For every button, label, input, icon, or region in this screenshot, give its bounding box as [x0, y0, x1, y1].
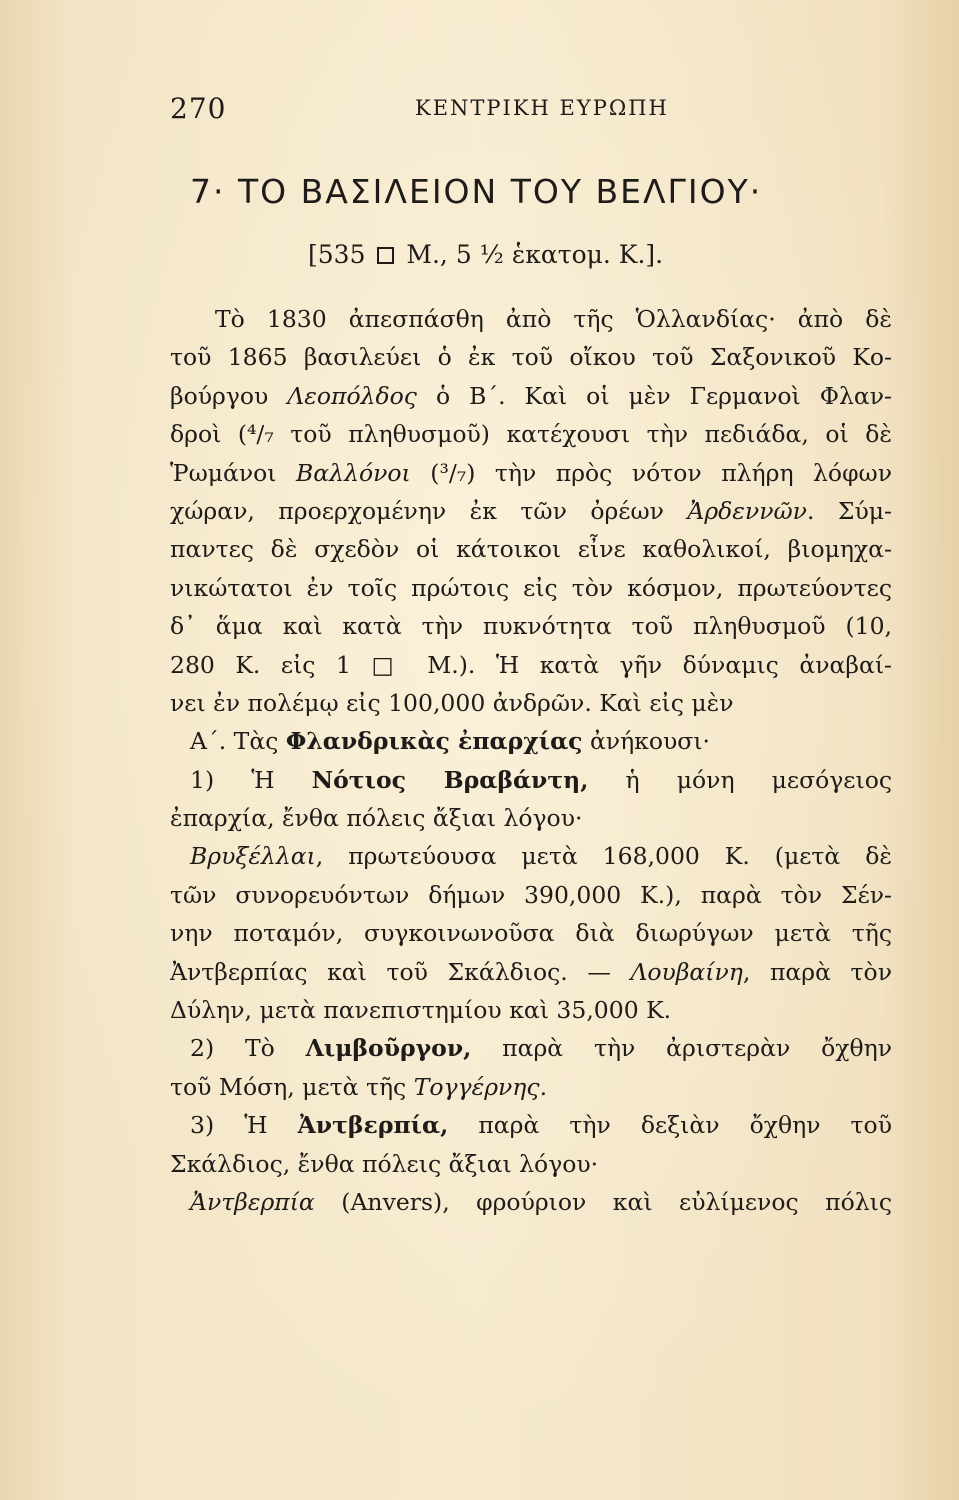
page-header — [170, 92, 892, 132]
text-segment: παρὰ τὴν δεξιὰν ὄχθην τοῦ — [448, 1111, 892, 1140]
bold-heading-text: Ἀντβερπία, — [297, 1111, 449, 1140]
text-segment: τοῦ 1865 βασιλεύει ὁ ἐκ τοῦ οἴκου τοῦ Σαξονικοῦ Κο- — [170, 343, 892, 372]
text-line — [170, 799, 892, 837]
text-segment: 2) Τὸ — [190, 1034, 306, 1063]
text-segment: ἀνήκουσι· — [582, 727, 711, 756]
running-head: ΚΕΝΤΡΙΚΗ ΕΥΡΩΠΗ — [415, 96, 669, 120]
text-segment: τοῦ Μόση, μετὰ τῆς — [170, 1072, 414, 1101]
text-segment: Τὸ 1830 ἀπεσπάσθη ἀπὸ τῆς Ὁλλανδίας· ἀπὸ δὲ — [215, 305, 892, 333]
text-segment: Σκάλδιος, ἔνθα πόλεις ἄξιαι λόγου· — [170, 1149, 599, 1178]
square-symbol-icon — [377, 247, 394, 264]
text-line — [170, 991, 892, 1029]
text-line — [170, 377, 892, 415]
italic-place-name: Βαλλόνοι — [296, 458, 411, 487]
text-segment: βούργου — [170, 381, 288, 410]
italic-place-name: Βρυξέλλαι — [190, 842, 316, 871]
text-line — [170, 1106, 892, 1144]
text-segment: (Anvers), φρούριον καὶ εὐλίμενος πόλις — [314, 1187, 892, 1216]
text-segment: 1) Ἡ — [190, 765, 312, 794]
text-line — [170, 876, 892, 914]
text-segment: παντες δὲ σχεδὸν οἱ κάτοικοι εἶνε καθολικοί, βιομηχα- — [170, 535, 892, 564]
text-line — [170, 492, 892, 530]
text-line — [170, 530, 892, 568]
text-line — [170, 300, 892, 338]
text-segment: νην ποταμόν, συγκοινωνοῦσα διὰ διωρύγων μετὰ τῆς — [170, 919, 892, 948]
text-line — [170, 837, 892, 875]
chapter-subtitle — [308, 240, 663, 269]
text-line — [170, 722, 892, 760]
text-line — [170, 1183, 892, 1221]
text-segment: (³/₇) τὴν πρὸς νότον πλήρη λόφων — [410, 458, 892, 487]
text-line — [170, 953, 892, 991]
text-segment: νει ἐν πολέμῳ εἰς 100,000 ἀνδρῶν. Καὶ εἰς μὲν — [170, 688, 734, 717]
text-segment: παρὰ τὴν ἀριστερὰν ὄχθην — [471, 1034, 892, 1063]
italic-place-name: Λεοπόλδος — [287, 381, 417, 410]
text-line — [170, 1145, 892, 1183]
text-line — [170, 569, 892, 607]
italic-place-name: Τογγέρνης — [413, 1072, 540, 1101]
text-segment: , παρὰ τὸν — [742, 957, 892, 986]
text-line — [170, 415, 892, 453]
text-segment: τῶν συνορευόντων δήμων 390,000 Κ.), παρὰ τὸν Σέν- — [170, 880, 892, 909]
bold-heading-text: Νότιος Βραβάντη, — [311, 765, 589, 794]
text-line — [170, 454, 892, 492]
text-line — [170, 684, 892, 722]
text-line — [170, 646, 892, 684]
bold-heading-text: Λιμβοῦργον, — [305, 1034, 472, 1063]
text-segment: Α΄. Τὰς — [190, 727, 286, 756]
text-segment: νικώτατοι ἐν τοῖς πρώτοις εἰς τὸν κόσμον, πρωτεύοντες — [170, 573, 892, 602]
text-segment: ὁ Β΄. Καὶ οἱ μὲν Γερμανοὶ Φλαν- — [416, 381, 892, 410]
bold-heading-text: Φλανδρικὰς ἐπαρχίας — [285, 727, 583, 756]
text-segment: ἡ μόνη μεσόγειος — [588, 765, 892, 794]
page-number: 270 — [170, 92, 227, 125]
text-line — [170, 1068, 892, 1106]
text-segment: δροὶ (⁴/₇ τοῦ πληθυσμοῦ) κατέχουσι τὴν πεδιάδα, οἱ δὲ — [170, 420, 892, 449]
subtitle-population: M., 5 ½ ἑκατομ. K.]. — [406, 240, 664, 269]
text-segment: 280 Κ. εἰς 1 □ Μ.). Ἡ κατὰ γῆν δύναμις ἀναβαί- — [170, 650, 892, 679]
text-segment: δ᾽ ἅμα καὶ κατὰ τὴν πυκνότητα τοῦ πληθυσμοῦ (10, — [170, 612, 892, 641]
italic-place-name: Λουβαίνη — [630, 957, 743, 986]
italic-place-name: Ἀρδεννῶν — [687, 496, 807, 525]
text-line — [170, 761, 892, 799]
italic-place-name: Ἀντβερπία — [190, 1187, 315, 1216]
text-segment: Ἀντβερπίας καὶ τοῦ Σκάλδιος. — — [170, 957, 631, 986]
text-line — [170, 1029, 892, 1067]
chapter-title: 7· ΤΟ ΒΑΣΙΛΕΙΟΝ ΤΟΥ ΒΕΛΓΙΟΥ· — [190, 172, 763, 211]
text-line — [170, 607, 892, 645]
text-segment: ἐπαρχία, ἔνθα πόλεις ἄξιαι λόγου· — [170, 804, 583, 833]
text-segment: , πρωτεύουσα μετὰ 168,000 Κ. (μετὰ δὲ — [315, 842, 892, 871]
text-line — [170, 914, 892, 952]
text-line — [170, 338, 892, 376]
text-segment: χώραν, προερχομένην ἐκ τῶν ὀρέων — [170, 496, 688, 525]
text-segment: Δύλην, μετὰ πανεπιστημίου καὶ 35,000 Κ. — [170, 996, 672, 1025]
text-segment: . — [539, 1072, 548, 1101]
text-segment: . Σύμ- — [806, 496, 892, 525]
text-segment: 3) Ἡ — [190, 1111, 298, 1140]
text-segment: Ῥωμάνοι — [170, 458, 297, 487]
body-text — [170, 300, 892, 1221]
subtitle-area: [535 — [308, 240, 366, 269]
